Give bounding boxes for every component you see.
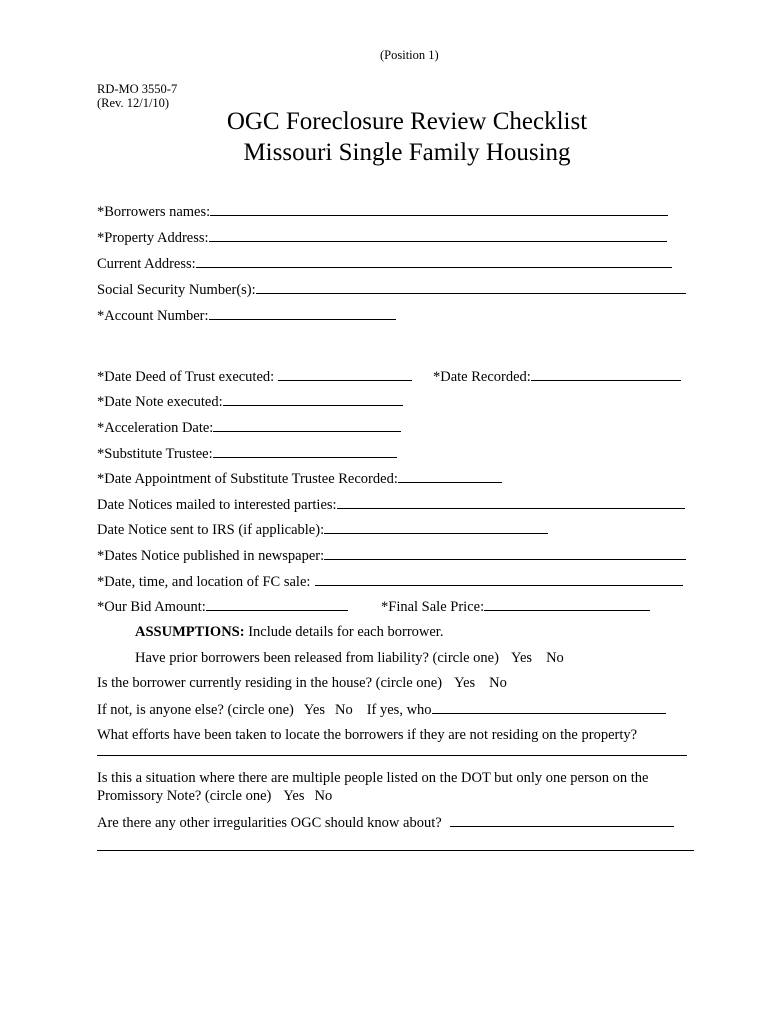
final-sale-label: *Final Sale Price: xyxy=(381,599,485,615)
efforts-locate-question: What efforts have been taken to locate the borrowers if they are not residing on the property? xyxy=(97,727,638,743)
date-notices-mailed-line[interactable] xyxy=(337,495,685,509)
date-appointment-field xyxy=(97,469,502,488)
irregularities-question xyxy=(97,813,674,832)
our-bid-line[interactable] xyxy=(206,597,348,611)
date-deed-field xyxy=(97,367,412,386)
anyone-else-yes[interactable]: Yes xyxy=(303,702,325,718)
if-yes-who-label: If yes, who xyxy=(366,702,432,718)
final-sale-line[interactable] xyxy=(484,597,650,611)
assumptions-heading xyxy=(135,623,443,641)
date-deed-line[interactable] xyxy=(278,367,412,381)
prior-released-text: Have prior borrowers been released from liability? (circle one) xyxy=(135,650,499,666)
substitute-trustee-line[interactable] xyxy=(213,444,397,458)
assumptions-label: ASSUMPTIONS: xyxy=(135,624,245,640)
date-appointment-line[interactable] xyxy=(398,469,502,483)
anyone-else-no[interactable]: No xyxy=(334,702,353,718)
anyone-else-question xyxy=(97,700,666,719)
date-recorded-label: *Date Recorded: xyxy=(433,369,531,385)
multiple-people-no[interactable]: No xyxy=(314,788,333,804)
multiple-people-question-line2 xyxy=(97,787,332,805)
our-bid-label: *Our Bid Amount: xyxy=(97,599,206,615)
ssn-label: Social Security Number(s): xyxy=(97,282,256,298)
anyone-else-text: If not, is anyone else? (circle one) xyxy=(97,702,294,718)
prior-released-question xyxy=(135,649,564,667)
form-id: RD-MO 3550-7 xyxy=(97,82,178,96)
irregularities-text: Are there any other irregularities OGC should know about? xyxy=(97,815,442,831)
current-address-label: Current Address: xyxy=(97,256,196,272)
prior-released-yes[interactable]: Yes xyxy=(510,650,533,666)
dates-published-field xyxy=(97,546,686,565)
dates-published-line[interactable] xyxy=(324,546,686,560)
date-notice-irs-field xyxy=(97,520,548,539)
multiple-people-question-line1: Is this a situation where there are multiple people listed on the DOT but only one person on the xyxy=(97,770,649,786)
acceleration-date-field xyxy=(97,418,401,437)
borrowers-names-line[interactable] xyxy=(210,202,668,216)
our-bid-field xyxy=(97,597,348,616)
borrowers-names-label: *Borrowers names: xyxy=(97,204,211,220)
date-notices-mailed-label: Date Notices mailed to interested parties: xyxy=(97,497,337,513)
fc-sale-label: *Date, time, and location of FC sale: xyxy=(97,574,311,590)
ssn-field xyxy=(97,280,686,299)
property-address-field xyxy=(97,228,667,247)
account-number-line[interactable] xyxy=(209,306,396,320)
date-notices-mailed-field xyxy=(97,495,685,514)
borrowers-names-field xyxy=(97,202,668,221)
ssn-line[interactable] xyxy=(256,280,686,294)
property-address-label: *Property Address: xyxy=(97,230,209,246)
date-recorded-line[interactable] xyxy=(531,367,681,381)
dates-published-label: *Dates Notice published in newspaper: xyxy=(97,548,325,564)
efforts-locate-line[interactable] xyxy=(97,755,687,756)
date-deed-label: *Date Deed of Trust executed: xyxy=(97,369,275,385)
irregularities-line[interactable] xyxy=(450,813,674,827)
fc-sale-line[interactable] xyxy=(315,572,683,586)
currently-residing-text: Is the borrower currently residing in the house? (circle one) xyxy=(97,675,443,691)
irregularities-extra-line[interactable] xyxy=(97,850,694,851)
account-number-field xyxy=(97,306,396,325)
position-label: (Position 1) xyxy=(380,48,439,62)
date-recorded-field xyxy=(433,367,681,386)
date-note-label: *Date Note executed: xyxy=(97,394,223,410)
currently-residing-yes[interactable]: Yes xyxy=(454,675,476,691)
revision-date: (Rev. 12/1/10) xyxy=(97,96,170,110)
date-note-field xyxy=(97,392,403,411)
fc-sale-field xyxy=(97,572,683,591)
assumptions-text: Include details for each borrower. xyxy=(244,624,444,640)
date-appointment-label: *Date Appointment of Substitute Trustee Recorded: xyxy=(97,471,398,487)
substitute-trustee-label: *Substitute Trustee: xyxy=(97,446,213,462)
date-notice-irs-label: Date Notice sent to IRS (if applicable): xyxy=(97,522,325,538)
currently-residing-question xyxy=(97,674,507,692)
multiple-people-text: Promissory Note? (circle one) xyxy=(97,788,272,804)
substitute-trustee-field xyxy=(97,444,397,463)
property-address-line[interactable] xyxy=(209,228,667,242)
final-sale-field xyxy=(381,597,650,616)
currently-residing-no[interactable]: No xyxy=(489,675,507,691)
date-notice-irs-line[interactable] xyxy=(324,520,548,534)
page-subtitle: Missouri Single Family Housing xyxy=(243,139,571,166)
current-address-field xyxy=(97,254,672,273)
current-address-line[interactable] xyxy=(196,254,672,268)
date-note-line[interactable] xyxy=(223,392,403,406)
multiple-people-yes[interactable]: Yes xyxy=(283,788,305,804)
account-number-label: *Account Number: xyxy=(97,308,209,324)
page-title: OGC Foreclosure Review Checklist xyxy=(226,108,588,135)
if-yes-who-line[interactable] xyxy=(432,700,666,714)
prior-released-no[interactable]: No xyxy=(546,650,564,666)
acceleration-date-label: *Acceleration Date: xyxy=(97,420,214,436)
acceleration-date-line[interactable] xyxy=(213,418,401,432)
